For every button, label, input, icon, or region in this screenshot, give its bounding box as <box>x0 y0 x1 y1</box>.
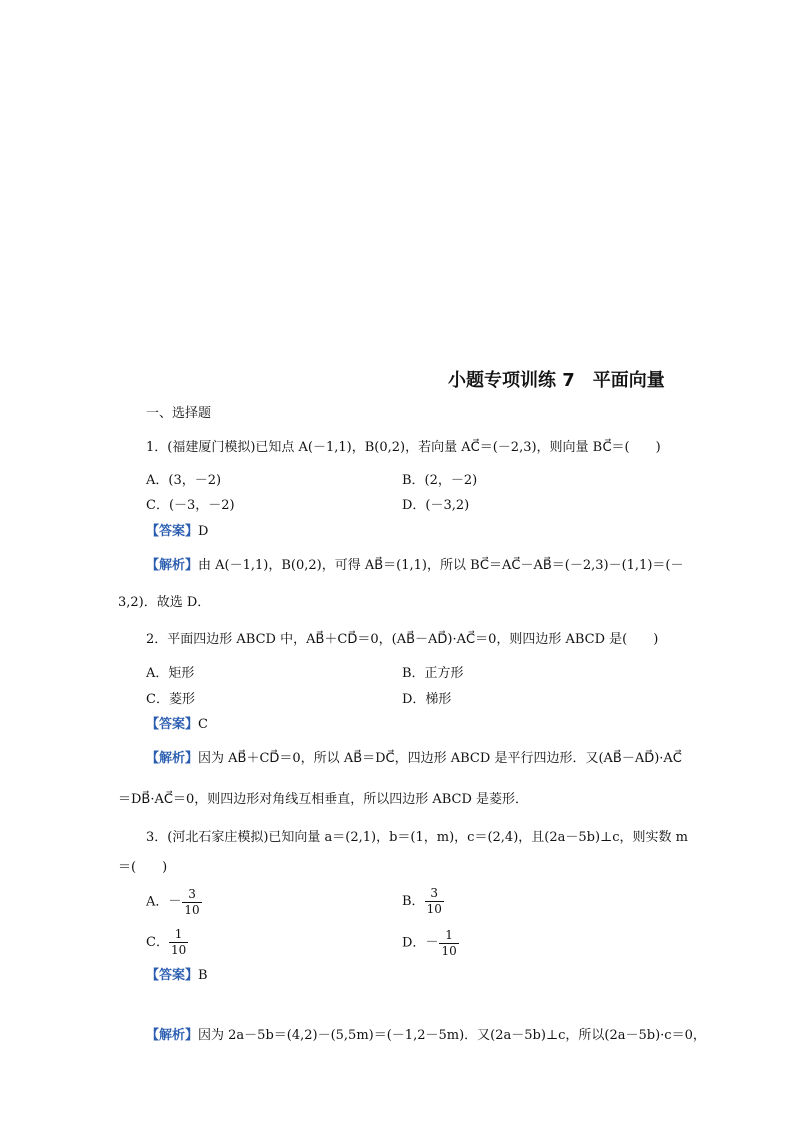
question-2-solution-line-1 <box>146 750 682 768</box>
question-1-option-a: A．(3，－2) <box>146 473 222 488</box>
minus-sign: － <box>168 894 182 909</box>
question-2-solution-line-2: ＝DB⃗·AC⃗＝0，则四边形对角线互相垂直，所以四边形 ABCD 是菱形． <box>118 792 529 807</box>
question-2-stem: 2．平面四边形 ABCD 中，AB⃗＋CD⃗＝0，(AB⃗－AD⃗)·AC⃗＝0，则四边形 ABCD 是( ) <box>146 632 659 647</box>
solution-tag: 【解析】 <box>146 751 199 766</box>
fraction-denominator: 10 <box>170 943 187 957</box>
section-heading: 一、选择题 <box>146 406 212 421</box>
question-3-option-c <box>146 926 188 960</box>
question-3-option-d <box>402 926 459 961</box>
option-label: B． <box>402 894 425 909</box>
answer-value: B <box>198 968 208 983</box>
fraction <box>169 927 188 958</box>
question-3-stem-line-2: ＝( ) <box>118 860 168 875</box>
option-label: D． <box>402 935 426 951</box>
question-1-solution-line-1 <box>146 557 683 575</box>
fraction-denominator: 10 <box>426 902 442 916</box>
solution-text: 由 A(－1,1)，B(0,2)，可得 AB⃗＝(1,1)，所以 BC⃗＝AC⃗－AB⃗＝(－2,3)－(1,1)＝(－ <box>198 558 684 573</box>
question-1-answer <box>146 523 208 541</box>
fraction-numerator: 3 <box>182 887 201 903</box>
question-3-solution-line-1 <box>146 1027 706 1045</box>
fraction-numerator: 3 <box>425 886 444 902</box>
solution-text: 因为 AB⃗＋CD⃗＝0，所以 AB⃗＝DC⃗，四边形 ABCD 是平行四边形．又(AB⃗－AD⃗)·AC⃗ <box>198 751 682 766</box>
page-title: 小题专项训练 7 平面向量 <box>448 370 665 391</box>
question-2-option-d: D．梯形 <box>402 692 452 707</box>
question-2-option-a: A．矩形 <box>146 666 195 681</box>
question-1-option-c: C．(－3，－2) <box>146 498 235 513</box>
fraction <box>425 886 444 917</box>
option-label: C． <box>146 935 169 950</box>
fraction-denominator: 10 <box>184 902 200 917</box>
fraction-numerator: 1 <box>169 927 188 943</box>
question-2-option-b: B．正方形 <box>402 666 464 681</box>
answer-tag: 【答案】 <box>146 524 199 539</box>
question-3-stem-line-1: 3．(河北石家庄模拟)已知向量 a＝(2,1)，b＝(1，m)，c＝(2,4)，且(2a－5b)⊥c，则实数 m <box>146 830 689 845</box>
question-1-stem: 1．(福建厦门模拟)已知点 A(－1,1)，B(0,2)，若向量 AC⃗＝(－2,3)，则向量 BC⃗＝( ) <box>146 440 661 455</box>
question-3-answer <box>146 967 208 985</box>
minus-sign: － <box>425 935 439 950</box>
fraction <box>182 887 201 918</box>
option-label: A． <box>146 894 169 910</box>
solution-tag: 【解析】 <box>146 1028 199 1043</box>
question-1-solution-line-2: 3,2)．故选 D． <box>118 595 211 610</box>
question-1-option-d: D．(－3,2) <box>402 498 470 513</box>
fraction-denominator: 10 <box>441 943 457 958</box>
solution-text: 因为 2a－5b＝(4,2)－(5,5m)＝(－1,2－5m)．又(2a－5b)⊥c，所以(2a－5b)·c＝0， <box>198 1028 706 1043</box>
question-3-option-a <box>146 885 202 920</box>
answer-value: C <box>198 717 208 732</box>
answer-tag: 【答案】 <box>146 968 199 983</box>
solution-tag: 【解析】 <box>146 558 199 573</box>
question-1-option-b: B．(2，－2) <box>402 473 478 488</box>
question-3-option-b <box>402 885 444 919</box>
answer-tag: 【答案】 <box>146 717 199 732</box>
answer-value: D <box>198 524 209 539</box>
question-2-option-c: C．菱形 <box>146 692 195 707</box>
fraction-numerator: 1 <box>439 928 458 944</box>
question-2-answer <box>146 716 208 734</box>
fraction <box>439 928 458 959</box>
